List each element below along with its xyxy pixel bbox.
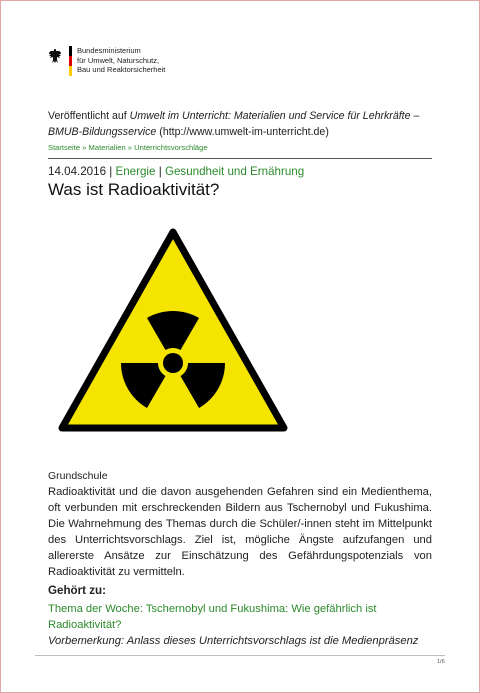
footer-divider [35, 655, 445, 656]
source-name: Umwelt im Unterricht: Materialien und Service für Lehrkräfte – BMUB-Bildungsservice [48, 110, 420, 138]
ministry-line-3: Bau und Reaktorsicherheit [77, 65, 166, 74]
article-body: Radioaktivität und die davon ausgehenden Gefahren sind ein Medienthema, oft verbunden mit erschreckenden Bildern aus Tschernobyl und Fukushima. Die Wahrnehmung des Themas durch die Schüler/-innen steht im Mittelpunkt des Unterrichtsvorschlags. Ziel ist, mögliche Ängste aufzufangen und allererste Ansätze zur Einschätzung des Gefährdungspotenzials von Radioaktivität zu vermitteln. [48, 486, 432, 578]
page-title: Was ist Radioaktivität? [48, 180, 220, 199]
radiation-hazard-icon [57, 226, 289, 436]
page-number: 1/6 [437, 659, 445, 665]
ministry-line-1: Bundesministerium [77, 46, 141, 55]
german-flag-bar [69, 46, 72, 76]
source-url-link[interactable]: http://www.umwelt-im-unterricht.de [162, 126, 326, 138]
breadcrumb-item-lesson-plans[interactable]: Unterrichtsvorschläge [134, 143, 208, 152]
school-level: Grundschule [48, 470, 108, 482]
article-date: 14.04.2016 [48, 165, 107, 178]
ministry-name [77, 46, 165, 75]
breadcrumb-item-materials[interactable]: Materialien [88, 143, 126, 152]
published-on [48, 108, 443, 140]
article-meta [48, 165, 304, 178]
url-paren-close: ) [325, 126, 329, 138]
breadcrumb-item-home[interactable]: Startseite [48, 143, 81, 152]
ministry-line-2: für Umwelt, Naturschutz, [77, 55, 160, 65]
belongs-to-label: Gehört zu: [48, 584, 106, 597]
header-divider [48, 158, 432, 159]
breadcrumb-separator: » [80, 143, 89, 152]
category-health-link[interactable]: Gesundheit und Ernährung [164, 165, 305, 178]
published-prefix: Veröffentlicht auf [48, 110, 130, 122]
meta-separator: | [155, 165, 165, 178]
breadcrumb [48, 143, 208, 152]
breadcrumb-separator: » [125, 143, 135, 152]
ministry-logo [48, 46, 165, 76]
meta-separator: | [106, 165, 116, 178]
category-energie-link[interactable]: Energie [115, 165, 156, 178]
url-paren-open: ( [156, 126, 163, 138]
preliminary-remark: Vorbemerkung: Anlass dieses Unterrichtsvorschlags ist die Medienpräsenz [48, 635, 419, 647]
federal-eagle-icon [48, 48, 62, 64]
theme-of-week-link[interactable]: Thema der Woche: Tschernobyl und Fukushima: Wie gefährlich ist Radioaktivität? [48, 603, 377, 631]
